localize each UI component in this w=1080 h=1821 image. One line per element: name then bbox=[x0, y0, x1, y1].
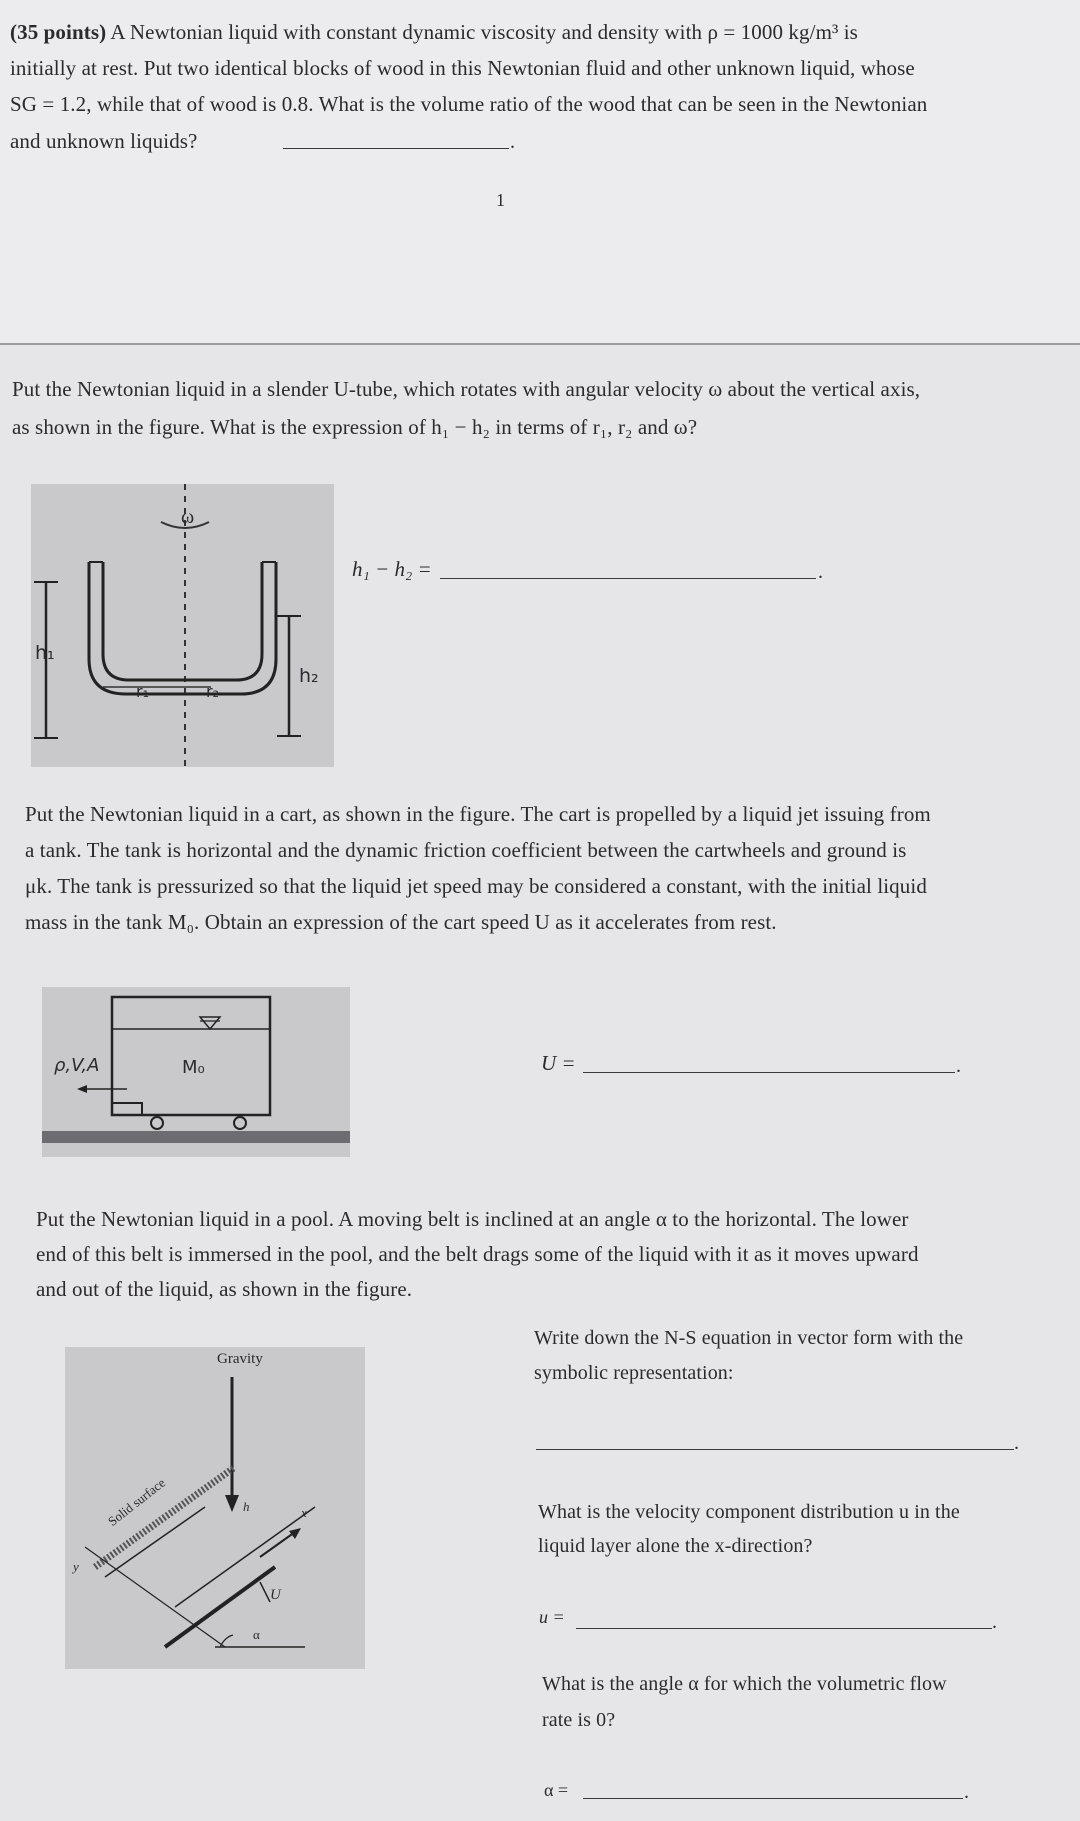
solid-surface-label: Solid surface bbox=[105, 1474, 169, 1529]
q2-answer-label: h₁ − h₂ = bbox=[352, 557, 432, 581]
q4-line-2: end of this belt is immersed in the pool, and the belt drags some of the liquid with it as it moves upward bbox=[36, 1242, 919, 1266]
h-label: h bbox=[243, 1499, 250, 1514]
cart-figure bbox=[42, 987, 350, 1157]
q4b-line-1: What is the velocity component distribution u in the bbox=[538, 1501, 960, 1523]
q4b-line-2: liquid layer alone the x-direction? bbox=[538, 1535, 813, 1557]
q1-line-2: initially at rest. Put two identical blocks of wood in this Newtonian fluid and other unknown liquid, whose bbox=[10, 56, 915, 80]
q4b-period: . bbox=[992, 1611, 997, 1633]
q4b-answer-blank[interactable] bbox=[576, 1628, 992, 1629]
q3-period: . bbox=[956, 1055, 961, 1077]
gravity-label: Gravity bbox=[217, 1351, 263, 1367]
q4c-period: . bbox=[964, 1781, 969, 1803]
q4c-answer-label: α = bbox=[544, 1780, 569, 1800]
q4c-line-1: What is the angle α for which the volumetric flow bbox=[542, 1673, 947, 1695]
q3-line-3: μk. The tank is pressurized so that the liquid jet speed may be considered a constant, with the initial liquid bbox=[25, 874, 927, 898]
q1-line-4: and unknown liquids? bbox=[10, 129, 198, 153]
q4c-answer-blank[interactable] bbox=[583, 1798, 963, 1799]
belt-diagram bbox=[65, 1347, 365, 1669]
q2-period: . bbox=[818, 561, 823, 583]
q1-period: . bbox=[510, 131, 515, 153]
q4-line-1: Put the Newtonian liquid in a pool. A moving belt is inclined at an angle α to the horizontal. The lower bbox=[36, 1207, 909, 1231]
q4-line-3: and out of the liquid, as shown in the figure. bbox=[36, 1277, 413, 1301]
omega-label: ω bbox=[181, 506, 195, 528]
q4a-line-2: symbolic representation: bbox=[534, 1362, 734, 1384]
y-label: y bbox=[73, 1559, 79, 1574]
page-number: 1 bbox=[496, 190, 506, 210]
q1-line-1: (35 points) A Newtonian liquid with constant dynamic viscosity and density with ρ = 1000 kg/m³ is bbox=[10, 20, 858, 44]
U-label: U bbox=[270, 1587, 281, 1603]
q3-line-4: mass in the tank M₀. Obtain an expression of the cart speed U as it accelerates from rest. bbox=[25, 910, 777, 934]
q2-line-1: Put the Newtonian liquid in a slender U-tube, which rotates with angular velocity ω about the vertical axis, bbox=[12, 377, 921, 401]
q3-answer-blank[interactable] bbox=[583, 1072, 955, 1073]
x-label: x bbox=[301, 1505, 307, 1520]
q4a-answer-blank[interactable] bbox=[536, 1449, 1014, 1450]
q2-line-2: as shown in the figure. What is the expression of h₁ − h₂ in terms of r₁, r₂ and ω? bbox=[12, 415, 698, 439]
q3-answer-label: U = bbox=[541, 1051, 576, 1075]
h2-label: h₂ bbox=[299, 665, 319, 687]
jet-label: ρ,V,A bbox=[54, 1055, 100, 1076]
h1-label: h₁ bbox=[35, 642, 55, 664]
q3-line-2: a tank. The tank is horizontal and the dynamic friction coefficient between the cartwheels and ground is bbox=[25, 838, 907, 862]
q3-line-1: Put the Newtonian liquid in a cart, as shown in the figure. The cart is propelled by a liquid jet issuing from bbox=[25, 802, 931, 826]
q1-answer-blank[interactable] bbox=[283, 148, 509, 149]
q4b-answer-label: u = bbox=[539, 1607, 565, 1627]
paper-fold-line bbox=[0, 343, 1080, 345]
u-tube-figure bbox=[31, 484, 334, 767]
q4a-period: . bbox=[1014, 1432, 1019, 1454]
mass-label: M₀ bbox=[182, 1057, 205, 1078]
alpha-label: α bbox=[253, 1627, 260, 1642]
q4c-line-2: rate is 0? bbox=[542, 1709, 616, 1731]
belt-figure bbox=[65, 1347, 365, 1669]
q2-answer-blank[interactable] bbox=[440, 578, 816, 579]
r2-label: r₂ bbox=[206, 682, 219, 701]
q1-line-3: SG = 1.2, while that of wood is 0.8. What is the volume ratio of the wood that can be seen in the Newtonian bbox=[10, 92, 928, 116]
r1-label: r₁ bbox=[136, 682, 149, 701]
q4a-line-1: Write down the N-S equation in vector form with the bbox=[534, 1327, 964, 1349]
